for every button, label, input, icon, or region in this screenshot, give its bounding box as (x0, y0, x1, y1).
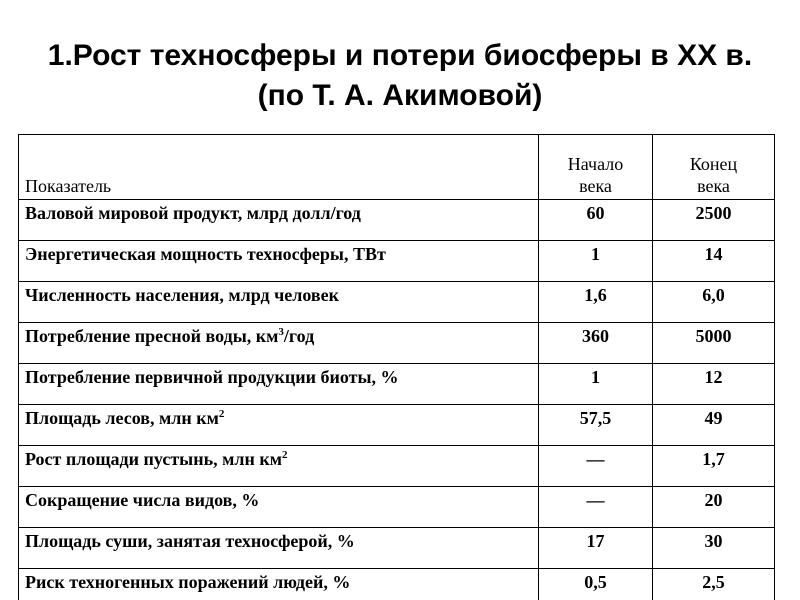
row-indicator: Площадь суши, занятая техносферой, % (19, 528, 539, 569)
row-end-value: 30 (653, 528, 775, 569)
row-indicator (19, 446, 539, 487)
header-end-of-century (653, 135, 775, 200)
table-row (19, 528, 775, 569)
title-line-2: (по Т. А. Акимовой) (257, 79, 543, 112)
table-row (19, 364, 775, 405)
data-table (18, 134, 775, 600)
row-indicator-text: Потребление пресной воды, км (25, 326, 279, 346)
row-start-value: 57,5 (539, 405, 653, 446)
row-indicator-text: Рост площади пустынь, млн км (25, 449, 282, 469)
header-indicator: Показатель (19, 135, 539, 200)
row-start-value: — (539, 446, 653, 487)
row-end-value: 12 (653, 364, 775, 405)
row-indicator: Потребление первичной продукции биоты, % (19, 364, 539, 405)
row-start-value: 360 (539, 323, 653, 364)
table-header-row (19, 135, 775, 200)
row-start-value: 60 (539, 200, 653, 241)
row-start-value: 1 (539, 241, 653, 282)
row-end-value: 2,5 (653, 569, 775, 600)
row-indicator (19, 323, 539, 364)
row-indicator-superscript: 3 (278, 326, 284, 338)
row-indicator: Энергетическая мощность техносферы, ТВт (19, 241, 539, 282)
row-indicator: Риск техногенных поражений людей, % (19, 569, 539, 600)
page-title (0, 36, 800, 116)
table-row (19, 200, 775, 241)
row-indicator-text: Площадь лесов, млн км (25, 408, 219, 428)
row-indicator: Сокращение числа видов, % (19, 487, 539, 528)
row-start-value: 1,6 (539, 282, 653, 323)
row-end-value: 14 (653, 241, 775, 282)
row-indicator-superscript: 2 (218, 408, 225, 420)
row-end-value: 49 (653, 405, 775, 446)
header-end-line-2: века (697, 176, 730, 196)
row-start-value: 17 (539, 528, 653, 569)
row-indicator: Валовой мировой продукт, млрд долл/год (19, 200, 539, 241)
table-row (19, 241, 775, 282)
table-row (19, 323, 775, 364)
row-indicator: Численность населения, млрд человек (19, 282, 539, 323)
table-row (19, 487, 775, 528)
row-start-value: — (539, 487, 653, 528)
table-row (19, 405, 775, 446)
table-row (19, 282, 775, 323)
header-start-of-century (539, 135, 653, 200)
header-start-line-2: века (579, 176, 612, 196)
title-line-1: 1.Рост техносферы и потери биосферы в XX в. (47, 39, 753, 72)
table-row (19, 446, 775, 487)
row-indicator (19, 405, 539, 446)
row-start-value: 0,5 (539, 569, 653, 600)
row-end-value: 1,7 (653, 446, 775, 487)
row-end-value: 20 (653, 487, 775, 528)
table-row (19, 569, 775, 600)
row-indicator-superscript: 2 (281, 449, 288, 461)
row-end-value: 5000 (653, 323, 775, 364)
row-indicator-tail: /год (283, 326, 315, 346)
row-end-value: 2500 (653, 200, 775, 241)
row-start-value: 1 (539, 364, 653, 405)
row-end-value: 6,0 (653, 282, 775, 323)
header-start-line-1: Начало (567, 154, 624, 174)
header-end-line-1: Конец (689, 154, 738, 174)
